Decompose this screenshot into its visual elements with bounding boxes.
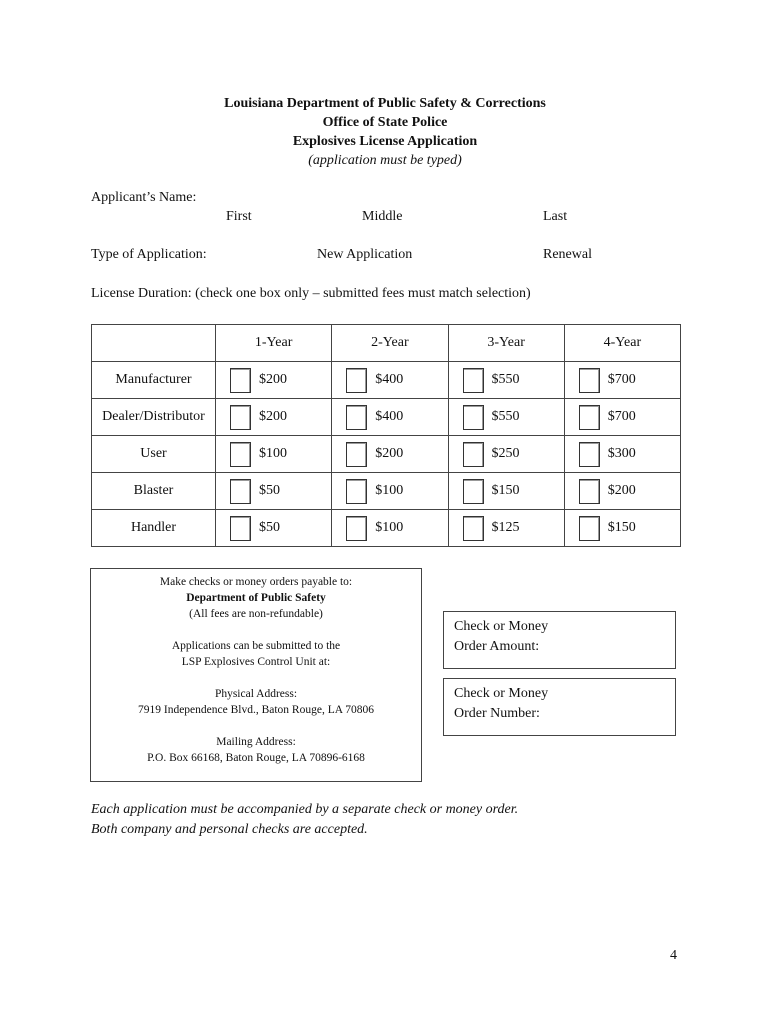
form-title: Explosives License Application [292,134,478,149]
payee-name: Department of Public Safety [186,592,326,604]
mailing-address-label: Mailing Address: [216,736,296,748]
fee-value: $550 [491,372,520,387]
new-application-option[interactable]: New Application [317,247,413,262]
note-line1: Each application must be accompanied by a separate check or money order. [91,802,519,817]
check-number-label-line1: Check or Money [454,686,549,701]
physical-address: 7919 Independence Blvd., Baton Rouge, LA 70806 [137,704,375,716]
checkbox-handler-4-year[interactable] [579,516,600,541]
checkbox-manufacturer-2-year[interactable] [346,368,367,393]
col-header-4-year: 4-Year [564,325,680,362]
license-duration-label: License Duration: (check one box only – submitted fees must match selection) [91,286,531,301]
row-label-user: User [92,436,216,473]
check-amount-label-line2: Order Amount: [454,639,540,654]
fee-value: $700 [607,409,636,424]
fee-value: $125 [491,520,520,535]
checkbox-manufacturer-1-year[interactable] [230,368,251,393]
non-refundable-note: (All fees are non-refundable) [189,608,323,620]
page-number: 4 [670,948,677,963]
fee-value: $100 [375,520,404,535]
agency-title: Louisiana Department of Public Safety & Corrections [224,96,546,111]
fee-value: $300 [607,446,636,461]
check-number-field[interactable] [443,678,676,736]
physical-address-label: Physical Address: [214,688,298,700]
fee-value: $550 [491,409,520,424]
fee-value: $400 [375,372,404,387]
row-dealer-distributor [92,399,681,436]
fee-value: $150 [607,520,636,535]
fee-value: $50 [259,483,280,498]
form-subtitle: (application must be typed) [308,153,462,168]
last-name-field[interactable]: Last [543,209,568,224]
fee-value: $250 [491,446,520,461]
middle-name-field[interactable]: Middle [362,209,403,224]
checkbox-blaster-3-year[interactable] [463,479,484,504]
row-label-dealer-distributor: Dealer/Distributor [92,399,216,436]
checkbox-user-2-year[interactable] [346,442,367,467]
payable-to-text: Make checks or money orders payable to: [159,576,353,588]
checkbox-handler-2-year[interactable] [346,516,367,541]
col-header-1-year: 1-Year [216,325,332,362]
fee-value: $200 [259,409,287,424]
mailing-address: P.O. Box 66168, Baton Rouge, LA 70896-6168 [147,752,365,764]
applicant-name-label: Applicant’s Name: [91,190,197,205]
row-handler [92,510,681,547]
checkbox-user-1-year[interactable] [230,442,251,467]
checkbox-blaster-1-year[interactable] [230,479,251,504]
application-type-label: Type of Application: [91,247,207,262]
row-label-handler: Handler [92,510,216,547]
checkbox-dealer-2-year[interactable] [346,405,367,430]
fee-table-header-row [92,325,681,362]
fee-value: $400 [375,409,404,424]
fee-value: $700 [607,372,636,387]
submit-text-line1: Applications can be submitted to the [171,640,341,652]
submit-text-line2: LSP Explosives Control Unit at: [181,656,331,668]
first-name-field[interactable]: First [226,209,252,224]
fee-value: $100 [259,446,287,461]
checkbox-user-3-year[interactable] [463,442,484,467]
check-amount-label-line1: Check or Money [454,619,549,634]
note-line2: Both company and personal checks are accepted. [91,822,368,837]
fee-value: $200 [375,446,404,461]
checkbox-handler-3-year[interactable] [463,516,484,541]
fee-value: $100 [375,483,404,498]
fee-table-corner [92,325,216,362]
checkbox-manufacturer-3-year[interactable] [463,368,484,393]
fee-table [91,324,681,547]
fee-value: $150 [491,483,520,498]
checkbox-manufacturer-4-year[interactable] [579,368,600,393]
checkbox-dealer-4-year[interactable] [579,405,600,430]
fee-value: $200 [259,372,287,387]
row-label-blaster: Blaster [92,473,216,510]
row-manufacturer [92,362,681,399]
fee-value: $50 [259,520,280,535]
col-header-2-year: 2-Year [332,325,448,362]
check-amount-field[interactable] [443,611,676,669]
renewal-option[interactable]: Renewal [543,247,592,262]
row-blaster [92,473,681,510]
fee-value: $200 [607,483,636,498]
payment-info-box [90,568,422,782]
checkbox-blaster-4-year[interactable] [579,479,600,504]
checkbox-dealer-3-year[interactable] [463,405,484,430]
row-label-manufacturer: Manufacturer [92,362,216,399]
col-header-3-year: 3-Year [448,325,564,362]
checkbox-user-4-year[interactable] [579,442,600,467]
check-number-label-line2: Order Number: [454,706,540,721]
office-title: Office of State Police [322,115,448,130]
checkbox-dealer-1-year[interactable] [230,405,251,430]
checkbox-blaster-2-year[interactable] [346,479,367,504]
row-user [92,436,681,473]
checkbox-handler-1-year[interactable] [230,516,251,541]
